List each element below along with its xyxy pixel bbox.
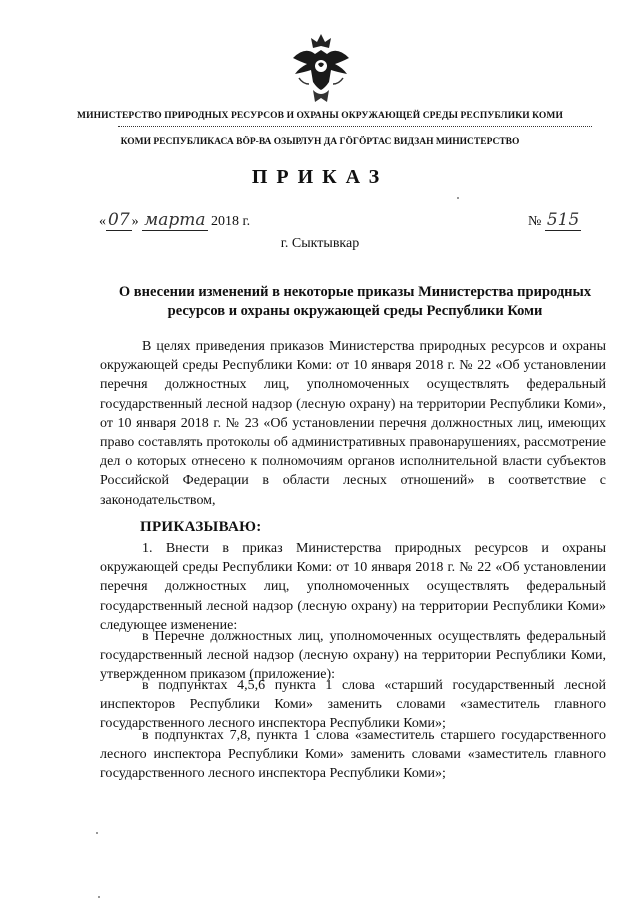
date-open-quote: « <box>99 214 106 229</box>
item-1-sub-2-paragraph: в подпунктах 7,8, пункта 1 слова «заместитель старшего государственного лесного инспектора Республики Коми» заменить словами «заместитель главного государственного лесного инспектора Республики Коми»; <box>100 728 606 782</box>
order-heading: ПРИКАЗЫВАЮ: <box>140 519 262 535</box>
date-year: 2018 г. <box>211 214 251 229</box>
number-value: 515 <box>546 210 580 230</box>
preamble-paragraph: В целях приведения приказов Министерства природных ресурсов и охраны окружающей среды Республики Коми: от 10 января 2018 г. № 22 «Об установлении перечня должностных лиц, уполномоченных осуществлять федеральный государственный лесной надзор (лесную охрану) на территории Республики Коми», от 10 января 2018 г. № 23 «Об установлении перечня должностных лиц, имеющих право составлять протоколы об административных правонарушениях, рассмотрение дел о которых отнесено к полномочиям органов исполнительной власти субъектов Российской Федерации в области лесных отношений» в соответствие с законодательством, <box>100 339 606 508</box>
date-day: 07 <box>108 210 130 230</box>
ministry-name-komi: КОМИ РЕСПУБЛИКАСА ВÖР-ВА ОЗЫРЛУН ДА ГÖГÖРТАС ВИДЗАН МИНИСТЕРСТВО <box>120 137 520 147</box>
date-close-quote: » <box>131 214 139 229</box>
item-1-sub-1-paragraph: в подпунктах 4,5,6 пункта 1 слова «старший государственный лесной инспекторов Республики Коми» заменить словами «заместитель главного государственного лесного инспектора Республики Коми»; <box>100 678 606 732</box>
item-1-list-paragraph: в Перечне должностных лиц, уполномоченных осуществлять федеральный государственный лесной надзор (лесную охрану) на территории Республики Коми, утвержденном приказом (приложение): <box>100 629 606 683</box>
document-date <box>99 210 250 230</box>
document-title: ПРИКАЗ <box>251 166 389 188</box>
document-city: г. Сыктывкар <box>280 236 360 251</box>
coat-of-arms-icon <box>285 28 357 108</box>
item-1-paragraph: 1. Внести в приказ Министерства природных ресурсов и охраны окружающей среды Республики Коми: от 10 января 2018 г. № 22 «Об установлении перечня должностных лиц, уполномоченных осуществлять федеральный государственный лесной надзор (лесную охрану) на территории Республики Коми» следующее изменение: <box>100 541 606 633</box>
number-sign: № <box>528 214 542 229</box>
document-number <box>528 210 581 230</box>
ministry-name-ru: МИНИСТЕРСТВО ПРИРОДНЫХ РЕСУРСОВ И ОХРАНЫ ОКРУЖАЮЩЕЙ СРЕДЫ РЕСПУБЛИКИ КОМИ <box>77 111 563 121</box>
scan-artifact <box>457 197 459 199</box>
header-divider <box>118 126 592 127</box>
scan-artifact <box>96 832 98 834</box>
date-month: марта <box>144 210 206 230</box>
scan-artifact <box>98 896 100 898</box>
document-subject: О внесении изменений в некоторые приказы Министерства природных ресурсов и охраны окружающей среды Республики Коми <box>118 284 592 319</box>
